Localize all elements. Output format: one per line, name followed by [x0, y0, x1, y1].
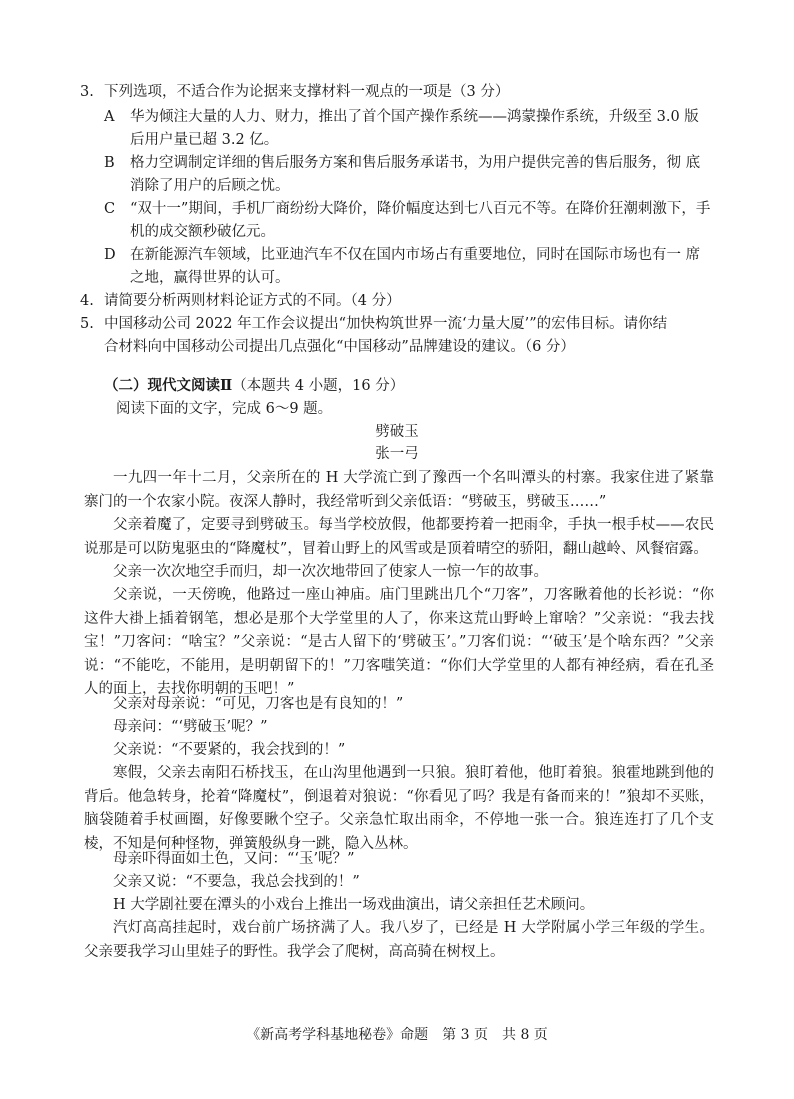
section-heading [104, 376, 404, 396]
article-paragraph-9: 母亲吓得面如土色，又问：“‘玉’呢？” [113, 851, 355, 867]
section-title: （二）现代文阅读Ⅱ [104, 377, 233, 394]
q5-line1: 中国移动公司 2022 年工作会议提出“加快构筑世界一流‘力量大厦’”的宏伟目标。请你结 [104, 316, 668, 332]
article-paragraph-2: 父亲着魔了，定要寻到劈破玉。每当学校放假，他都要挎着一把雨伞，手执一根手杖——农民说那是可以防鬼驱虫的“降魔杖”，冒着山野上的风雪或是顶着晴空的骄阳，翻山越岭、风餐宿露。 [84, 517, 714, 557]
q3-option-d-line2: 之地，赢得世界的认可。 [130, 270, 290, 286]
q3-option-d-label: D [104, 247, 116, 263]
article-paragraph-3: 父亲一次次地空手而归，却一次次地带回了使家人一惊一乍的故事。 [113, 564, 548, 580]
article-paragraph-4: 父亲说，一天傍晚，他路过一座山神庙。庙门里跳出几个“刀客”，刀客瞅着他的长衫说：“你这件大褂上插着钢笔，想必是那个大学堂里的人了，你来这荒山野岭上窜啥？”父亲说：“我去找宝！”刀客问：“啥宝？”父亲说：“是古人留下的‘劈破玉’。”刀客们说：“‘破玉’是个啥东西？”父亲说：“不能吃，不能用，是明朝留下的！”刀客嗤笑道：“你们大学堂里的人都有神经病，看在孔圣人的面上，去找你明朝的玉吧！” [84, 587, 714, 697]
q3-option-b-line1: 格力空调制定详细的售后服务方案和售后服务承诺书，为用户提供完善的售后服务，彻 底 [130, 155, 701, 171]
article-paragraph-7: 父亲说：“不要紧的，我会找到的！” [113, 742, 346, 758]
section-meta: （本题共 4 小题，16 分） [232, 378, 405, 394]
q3-option-a-line1: 华为倾注大量的人力、财力，推出了首个国产操作系统——鸿蒙操作系统，升级至 3.0 版 [130, 109, 699, 125]
section-instruction: 阅读下面的文字，完成 6～9 题。 [116, 401, 333, 417]
q3-option-b-line2: 消除了用户的后顾之忧。 [130, 178, 290, 194]
page-footer: 《新高考学科基地秘卷》命题 第 3 页 共 8 页 [246, 1027, 548, 1043]
q3-option-c-line1: “双十一”期间，手机厂商纷纷大降价，降价幅度达到七八百元不等。在降价狂潮刺激下，手 [130, 201, 711, 217]
article-paragraph-10: 父亲又说：“不要急，我总会找到的！” [113, 874, 360, 890]
q5-number: 5. [80, 316, 94, 332]
article-paragraph-8: 寒假，父亲去南阳石桥找玉，在山沟里他遇到一只狼。狼盯着他，他盯着狼。狼霍地跳到他的背后。他急转身，抡着“降魔杖”，倒退着对狼说：“你看见了吗？我是有备而来的！”狼却不买账，脑袋随着手杖画圈，好像要瞅个空子。父亲急忙取出雨伞，不停地一张一合。狼连连打了几个支棱，不知是何种怪物，弹簧般纵身一跳，隐入丛林。 [84, 765, 714, 852]
article-paragraph-1: 一九四一年十二月，父亲所在的 H 大学流亡到了豫西一个名叫潭头的村寨。我家住进了紧靠寨门的一个农家小院。夜深人静时，我经常听到父亲低语：“劈破玉，劈破玉……” [84, 470, 714, 510]
article-title: 劈破玉 [375, 424, 419, 440]
q3-option-b-label: B [104, 155, 115, 171]
q3-option-a-line2: 后用户量已超 3.2 亿。 [130, 132, 279, 148]
q3-number: 3. [80, 84, 94, 100]
article-paragraph-6: 母亲问：“‘劈破玉’呢？” [113, 719, 268, 735]
q3-option-c-line2: 机的成交额秒破亿元。 [130, 224, 275, 240]
q4-stem: 请简要分析两则材料论证方式的不同。（4 分） [104, 293, 401, 309]
q5-line2: 合材料向中国移动公司提出几点强化“中国移动”品牌建设的建议。（6 分） [104, 339, 575, 355]
q4-number: 4. [80, 293, 94, 309]
article-paragraph-5: 父亲对母亲说：“可见，刀客也是有良知的！” [113, 696, 404, 712]
article-author: 张一弓 [375, 446, 419, 462]
article-paragraph-11: H 大学剧社要在潭头的小戏台上推出一场戏曲演出，请父亲担任艺术顾问。 [113, 897, 595, 913]
q3-option-a-label: A [104, 109, 115, 125]
article-paragraph-12: 汽灯高高挂起时，戏台前广场挤满了人。我八岁了，已经是 H 大学附属小学三年级的学生。父亲要我学习山里娃子的野性。我学会了爬树，高高骑在树杈上。 [84, 920, 714, 960]
q3-stem: 下列选项，不适合作为论据来支撑材料一观点的一项是（3 分） [104, 84, 510, 100]
q3-option-d-line1: 在新能源汽车领域，比亚迪汽车不仅在国内市场占有重要地位，同时在国际市场也有一 席 [130, 247, 701, 263]
q3-option-c-label: C [104, 201, 116, 217]
